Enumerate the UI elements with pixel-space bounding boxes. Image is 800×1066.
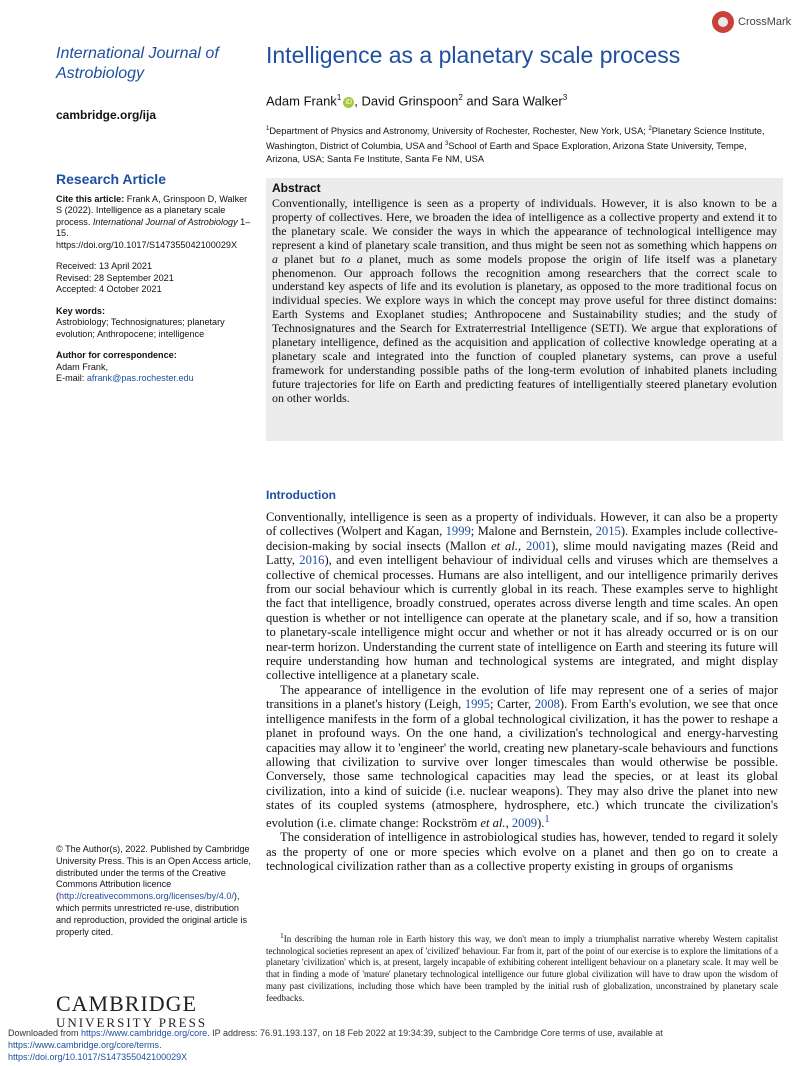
journal-url[interactable]: cambridge.org/ija <box>56 108 157 122</box>
crossmark-label: CrossMark <box>738 16 792 28</box>
citation-link[interactable]: 1999 <box>445 524 471 539</box>
download-text: Downloaded from <box>8 1028 82 1038</box>
keywords-block <box>56 306 252 341</box>
citation-block <box>56 194 252 252</box>
text-span: ). Examples include collective-decision-making by social insects (Mallon <box>266 524 778 553</box>
paragraph <box>266 510 778 683</box>
crossmark-icon <box>712 11 734 33</box>
revised-date: Revised: 28 September 2021 <box>56 272 174 283</box>
text-span: , <box>518 538 527 553</box>
citation-link[interactable]: 2015 <box>595 524 621 539</box>
citation-journal: International Journal of Astrobiology <box>92 216 238 227</box>
keywords-list: Astrobiology; Technosignatures; planetary evolution; Anthropocene; intelligence <box>56 317 225 339</box>
text-span: The appearance of intelligence in the evolution of life may represent one of a series of major transitions in a planet's history (Leigh, <box>266 682 778 712</box>
citation-link[interactable]: 2008 <box>534 697 560 712</box>
body-text <box>266 510 778 873</box>
citation-link[interactable]: 2001 <box>526 538 552 553</box>
footnote <box>266 930 778 1004</box>
email-label: E-mail: <box>56 373 87 383</box>
author-name: Adam Frank <box>266 93 337 109</box>
article-type: Research Article <box>56 171 166 187</box>
correspondence-label: Author for correspondence: <box>56 350 177 360</box>
download-notice <box>8 1027 792 1063</box>
orcid-icon[interactable]: iD <box>343 97 354 108</box>
citation-text: 1–15. https://doi.org/10.1017/S147355042100029X <box>56 216 251 250</box>
text-span: ). <box>537 815 545 830</box>
journal-name: International Journal of Astrobiology <box>56 45 219 82</box>
license-text: ), which permits unrestricted re-use, distribution and reproduction, provided the original article is properly cited. <box>56 891 248 937</box>
crossmark-badge[interactable] <box>712 11 791 33</box>
section-heading: Introduction <box>266 488 336 502</box>
accepted-date: Accepted: 4 October 2021 <box>56 284 162 294</box>
author-name: Sara Walker <box>491 93 563 109</box>
paragraph <box>266 683 778 830</box>
affiliation-marker: 2 <box>648 126 652 132</box>
abstract-emphasis: on a <box>272 237 777 266</box>
affiliation-marker: 1 <box>266 126 270 132</box>
abstract-span: planet but <box>277 251 342 266</box>
text-span: Conventionally, intelligence is seen as a property of individuals. However, it can also be a property of collectives (Wolpert and Kagan, <box>266 510 778 539</box>
publisher-line: CAMBRIDGE <box>56 991 198 1016</box>
author-separator: and <box>462 93 492 109</box>
footnote-text: In describing the human role in Earth history this way, we don't mean to imply a triumphalist narrative whereby Western capitalist technological societies represent an apex of 'civilized' behaviour. Far from it, part of the point of our exercise is to explore the limitations of a planetary 'civilization' which is, at present, largely incapable of exhibiting coherent intelligent behaviour on a planetary scale. It may well be that in finding a mode of 'mature' planetary technological intelligence our future global civilization will have to draw upon the wisdom of many past civilizations, including those which have been trampled by the initial rush of globalization, unconstrained by planetary scale feedbacks. <box>266 934 778 1003</box>
et-al: et al. <box>491 538 518 553</box>
affiliation-marker: 1 <box>336 93 342 102</box>
affiliations <box>266 123 766 166</box>
et-al: et al. <box>480 815 506 830</box>
affiliation-text: Planetary Science Institute, Washington, District of Columbia, USA and <box>266 126 765 152</box>
affiliation-marker: 2 <box>458 93 463 102</box>
affiliation-marker: 3 <box>444 141 449 148</box>
affiliation-marker: 3 <box>562 93 568 102</box>
text-span: ). From Earth's evolution, we see that once intelligence manifests in the form of a global technological civilization, it has the power to reshape a planet in profound ways. On the one hand, a civilization's technological and energy-harvesting capacities may allow it to 'engineer' the world, creating new planetary-scale behaviours and functions allowing that civilization to survive over longer timescales than would otherwise be possible. Conversely, those same technological capacities may lead the species, or at least its global civilization, into a kind of suicide (i.e. nuclear weapons). They may also drive the planet into new states of its coupled systems (atmosphere, hydrosphere, etc.) which truncate the civilization's evolution (i.e. climate change: Rockström <box>266 697 779 830</box>
text-span: ), slime mould navigating mazes (Reid and Latty, <box>266 538 779 568</box>
citation-link[interactable]: 2016 <box>299 553 325 568</box>
terms-link[interactable]: https://www.cambridge.org/core/terms <box>8 1040 160 1050</box>
license-notice <box>56 844 252 938</box>
citation-link[interactable]: 1995 <box>464 697 491 712</box>
text-span: ; Malone and Bernstein, <box>470 524 596 539</box>
keywords-label: Key words: <box>56 305 106 316</box>
dates-block <box>56 261 252 296</box>
core-link[interactable]: https://www.cambridge.org/core <box>81 1028 208 1038</box>
citation-text: Frank A, Grinspoon D, Walker S (2022). Intelligence as a planetary scale process. <box>56 193 248 227</box>
correspondence-block <box>56 350 252 385</box>
license-link[interactable]: http://creativecommons.org/licenses/by/4.0/ <box>59 891 234 902</box>
author-separator: , <box>354 93 362 109</box>
footnote-link[interactable]: 1 <box>544 813 550 825</box>
text-span: ; Carter, <box>490 697 535 712</box>
author-list <box>266 93 567 108</box>
paragraph: The consideration of intelligence in astrobiological studies has, however, tended to regard it solely as the property of one or more species which evolve on a planet and then go on to create a technological civilization rather than as a collective property existing in groups of organisms <box>266 830 778 873</box>
abstract-span: Conventionally, intelligence is seen as a property of individuals. However, it is also known to be a property of collectives. Here, we broaden the idea of intelligence as a collective property and extend it to the planetary scale. We consider the ways in which the appearance of technological intelligence may represent a kind of planetary scale transition, and thus might be seen not as something which happens <box>272 196 777 252</box>
license-text: © The Author(s), 2022. Published by Cambridge University Press. This is an Open Access article, distributed under the terms of the Creative Commons Attribution licence ( <box>56 844 251 902</box>
article-title: Intelligence as a planetary scale process <box>266 42 681 68</box>
article-sidebar <box>56 171 252 395</box>
text-span: ), and even intelligent behaviour of individual cells and viruses which are themselves a collective of chemical processes. Humans are also intelligent, and our intelligence primarily derives from our social behaviour which is currently global in its reach. These examples serve to highlight the fact that intelligence, broadly construed, operates across diverse length and time scales. An open question is whether or not intelligence can operate at the planetary scale, and if so, how a transition to planetary-scale intelligence might occur and whether or not it has already occurred or is on our near-term horizon. Understanding the current state of intelligence on Earth and steering its future will require understanding how human and technological systems are integrated, and might display collective intelligence at a planetary scale. <box>266 553 778 683</box>
download-text: . IP address: 76.91.193.137, on 18 Feb 2022 at 19:34:39, subject to the Cambridge Core terms of use, available at <box>207 1028 663 1038</box>
abstract-emphasis: to a <box>341 251 363 266</box>
affiliation-text: School of Earth and Space Exploration, Arizona State University, Tempe, Arizona, USA; Santa Fe Institute, Santa Fe NM, USA <box>266 141 747 165</box>
text-span: , <box>505 815 512 830</box>
received-date: Received: 13 April 2021 <box>56 261 153 271</box>
email-link[interactable]: afrank@pas.rochester.edu <box>86 373 194 383</box>
correspondence-name: Adam Frank, <box>56 361 109 372</box>
citation-label: Cite this article: <box>56 193 125 204</box>
footnote-marker: 1 <box>280 931 284 940</box>
affiliation-text: Department of Physics and Astronomy, University of Rochester, Rochester, New York, USA; <box>269 126 649 137</box>
download-text: . <box>159 1040 162 1050</box>
publisher-line: UNIVERSITY PRESS <box>56 1015 208 1030</box>
author-name: David Grinspoon <box>361 93 459 109</box>
citation-link[interactable]: 2009 <box>511 815 538 830</box>
doi-link[interactable]: https://doi.org/10.1017/S147355042100029X <box>8 1052 188 1062</box>
abstract-heading: Abstract <box>272 181 321 195</box>
abstract-text <box>272 197 777 406</box>
abstract-span: planet, much as some models propose the origin of life itself was a planetary phenomenon. Our approach follows the recognition among researchers that the correct scale to understand key aspects of life and its evolution is planetary, as opposed to the more traditional focus on individual species. We explore ways in which the concept may prove useful for three distinct domains: Earth Systems and Exoplanet studies; Anthropocene and Sustainability studies; and the study of Technosignatures and the Search for Extraterrestrial Intelligence (SETI). We argue that explorations of planetary intelligence, defined as the acquisition and application of collective knowledge operating at a planetary scale and integrated into the function of coupled planetary systems, can prove a useful framework for understanding possible paths of the long-term evolution of inhabited planets including future trajectories for life on Earth and predicting features of intelligentially steered planetary evolution on other worlds. <box>272 251 777 405</box>
publisher-logo <box>56 993 252 1031</box>
